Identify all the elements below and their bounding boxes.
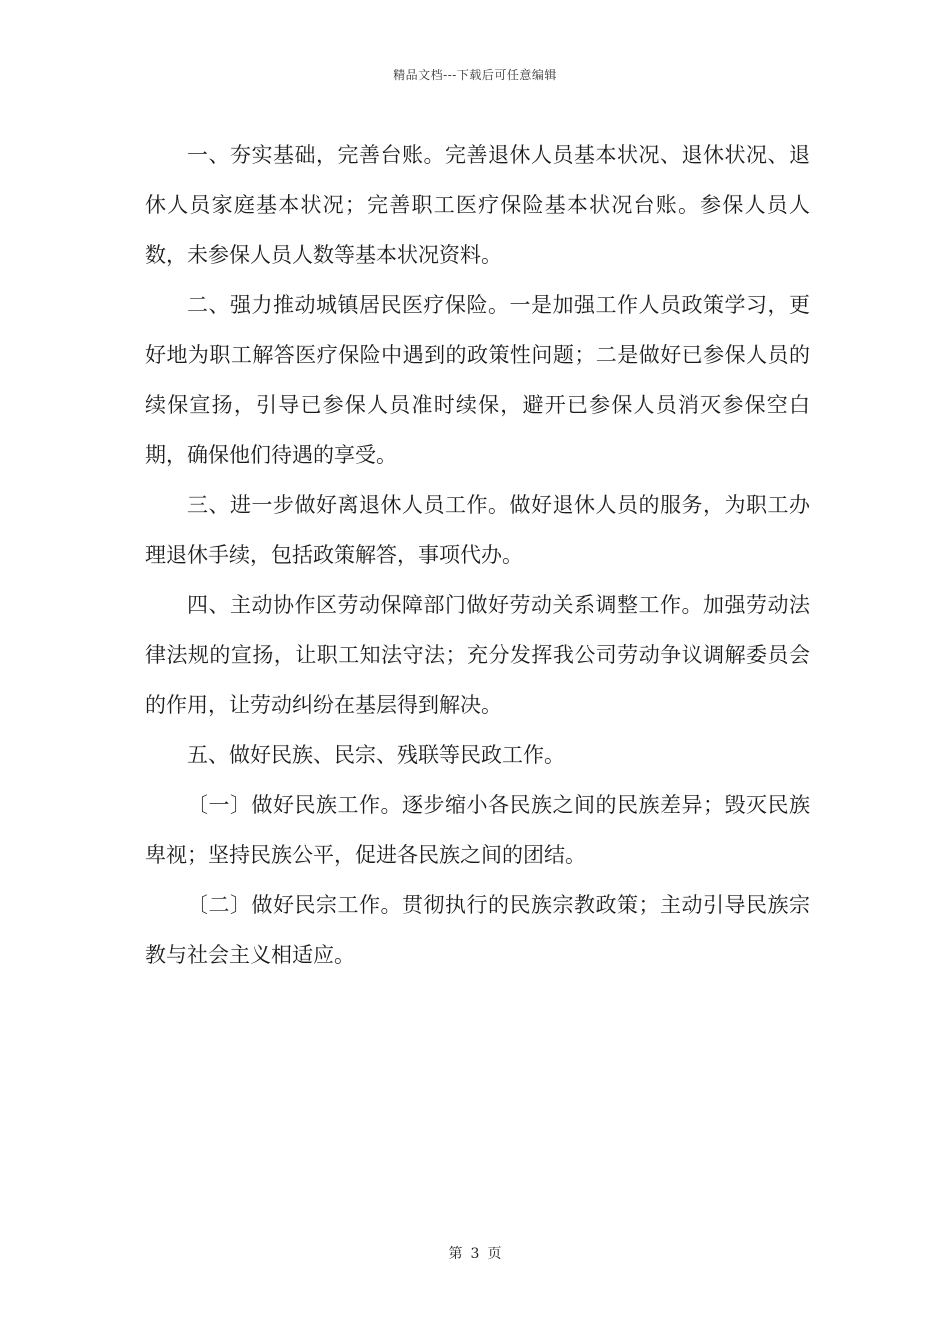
document-body xyxy=(145,130,810,980)
paragraph-2: 二、强力推动城镇居民医疗保险。一是加强工作人员政策学习，更好地为职工解答医疗保险中遇到的政策性问题；二是做好已参保人员的续保宣扬，引导已参保人员准时续保，避开已参保人员消灭参保空白期，确保他们待遇的享受。 xyxy=(145,293,810,467)
page-number-suffix: 页 xyxy=(487,1246,502,1262)
paragraph-1: 一、夯实基础，完善台账。完善退休人员基本状况、退休状况、退休人员家庭基本状况；完善职工医疗保险基本状况台账。参保人员人数，未参保人员人数等基本状况资料。 xyxy=(145,143,810,267)
page-number: 3 xyxy=(470,1246,480,1262)
paragraph-7: 〔二〕做好民宗工作。贯彻执行的民族宗教政策；主动引导民族宗教与社会主义相适应。 xyxy=(145,893,810,967)
page-number-prefix: 第 xyxy=(448,1246,463,1262)
page-header: 精品文档---下载后可任意编辑 xyxy=(393,68,557,82)
paragraph-5: 五、做好民族、民宗、残联等民政工作。 xyxy=(187,743,565,767)
paragraph-6: 〔一〕做好民族工作。逐步缩小各民族之间的民族差异；毁灭民族卑视；坚持民族公平，促进各民族之间的团结。 xyxy=(145,793,810,867)
paragraph-4: 四、主动协作区劳动保障部门做好劳动关系调整工作。加强劳动法律法规的宣扬，让职工知法守法；充分发挥我公司劳动争议调解委员会的作用，让劳动纠纷在基层得到解决。 xyxy=(145,593,810,717)
paragraph-3: 三、进一步做好离退休人员工作。做好退休人员的服务，为职工办理退休手续，包括政策解答，事项代办。 xyxy=(145,493,810,567)
page-footer xyxy=(0,1243,950,1263)
